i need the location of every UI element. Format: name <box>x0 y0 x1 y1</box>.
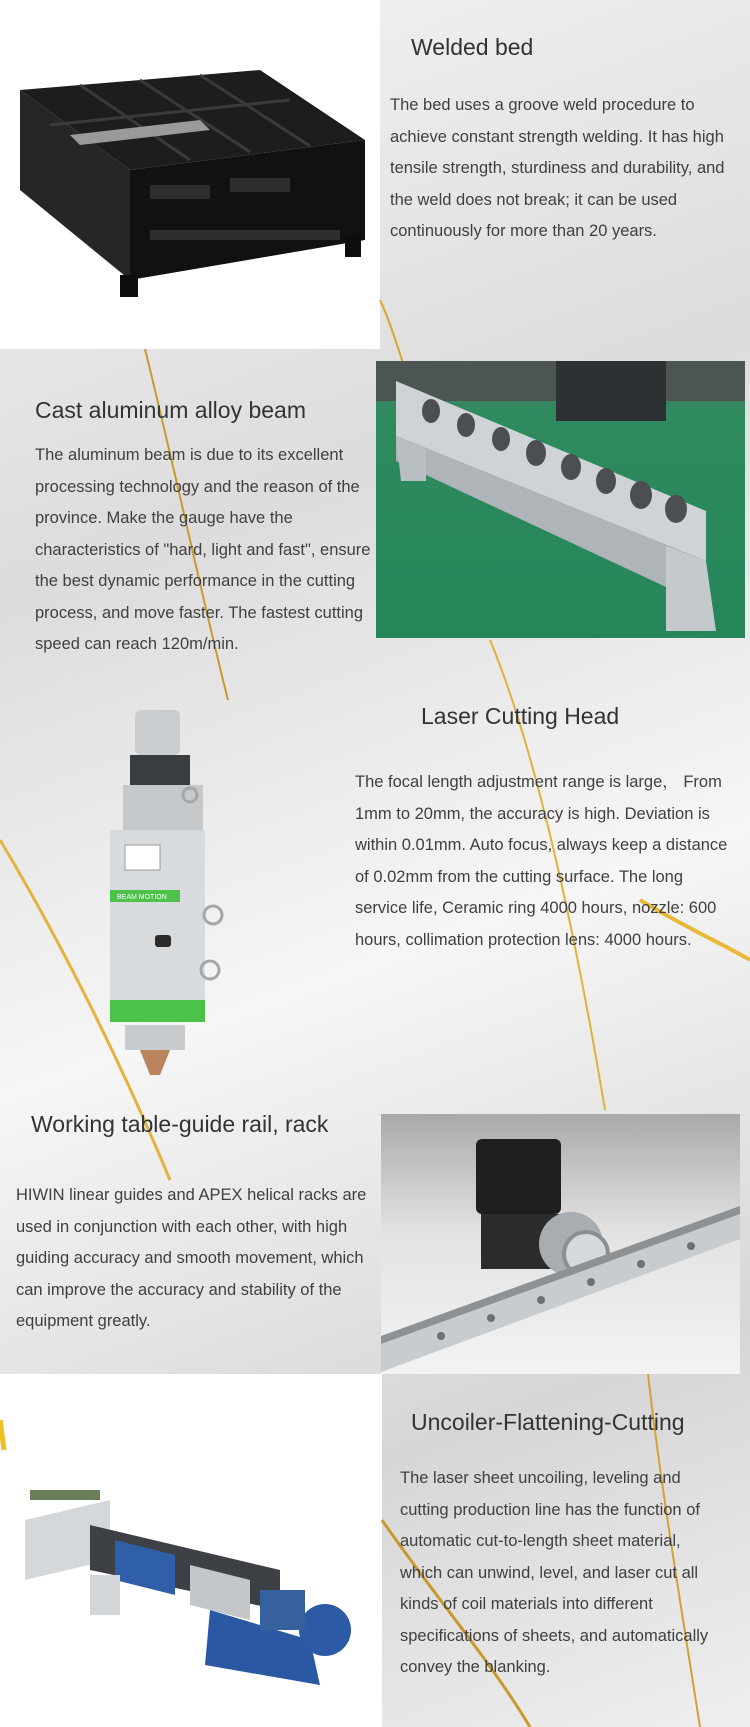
laser-cutting-head-image <box>95 700 245 1080</box>
aluminum-beam-image <box>376 361 745 638</box>
section-text-welded-bed: The bed uses a groove weld procedure to achieve constant strength welding. It has high tensile strength, sturdiness and durability, and the weld does not break; it can be used continuously for more than 20 years. <box>390 96 725 240</box>
section-text-uncoiler: The laser sheet uncoiling, leveling and cutting production line has the function of automatic cut-to-length sheet material, which can unwind, level, and laser cut all kinds of coil materials into different specifications of sheets, and automatically convey the blanking. <box>400 1469 709 1676</box>
section-text-guide-rail: HIWIN linear guides and APEX helical racks are used in conjunction with each other, with high guiding accuracy and smooth movement, which can improve the accuracy and stability of the equipment greatly. <box>16 1186 367 1330</box>
section-title-uncoiler: Uncoiler-Flattening-Cutting <box>411 1409 685 1435</box>
section-title-guide-rail: Working table-guide rail, rack <box>31 1111 329 1137</box>
guide-rail-rack-image <box>381 1114 740 1374</box>
section-title-aluminum-beam: Cast aluminum alloy beam <box>35 397 307 423</box>
section-text-laser-head: The focal length adjustment range is large， From 1mm to 20mm, the accuracy is high. Deviation is within 0.01mm. Auto focus, always keep a distance of 0.02mm from the cutting surface. The long service life, Ceramic ring 4000 hours, nozzle: 600 hours, collimation protection lens: 4000 hours. <box>355 773 728 949</box>
section-title-welded-bed: Welded bed <box>411 34 534 60</box>
section-title-laser-head: Laser Cutting Head <box>421 703 620 729</box>
production-line-image <box>20 1480 370 1690</box>
head-band-label: BEAM MOTION <box>117 894 167 901</box>
section-text-aluminum-beam: The aluminum beam is due to its excellent processing technology and the reason of the province. Make the gauge have the characteristics of "hard, light and fast", ensure the best dynamic performance in the cutting process, and move faster. The fastest cutting speed can reach 120m/min. <box>35 446 371 653</box>
welded-bed-image <box>10 70 370 300</box>
